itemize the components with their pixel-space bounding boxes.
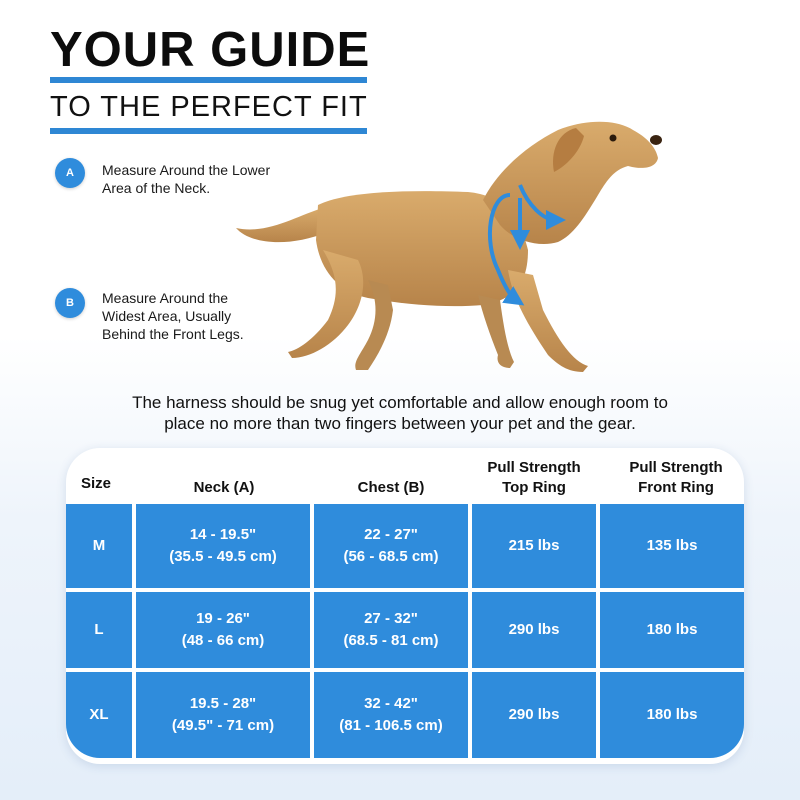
cell-top-ring bbox=[472, 504, 596, 588]
cell-top-ring-text: 290 lbs bbox=[508, 706, 560, 723]
cell-front-ring-text: 135 lbs bbox=[646, 537, 698, 554]
cell-size bbox=[66, 672, 132, 758]
page-title: YOUR GUIDE bbox=[50, 23, 371, 77]
cell-neck bbox=[136, 504, 310, 588]
header-chest: Chest (B) bbox=[357, 479, 425, 496]
instruction-b-line: Measure Around the bbox=[102, 290, 229, 306]
cell-front-ring bbox=[600, 672, 744, 758]
cell-neck-cm: (48 - 66 cm) bbox=[181, 632, 265, 649]
cell-neck-in: 19 - 26" bbox=[196, 610, 250, 627]
title-underline bbox=[50, 77, 367, 83]
dog-nose bbox=[650, 135, 662, 145]
dog-front-leg bbox=[508, 270, 588, 372]
header-top-ring-line: Top Ring bbox=[502, 479, 566, 496]
dog-eye bbox=[610, 135, 617, 142]
size-table bbox=[66, 448, 744, 764]
cell-chest-in: 22 - 27" bbox=[364, 526, 418, 543]
cell-top-ring-text: 290 lbs bbox=[508, 621, 560, 638]
cell-chest bbox=[314, 672, 468, 758]
fit-note-line: place no more than two fingers between your pet and the gear. bbox=[164, 414, 636, 433]
fit-note-line: The harness should be snug yet comfortable and allow enough room to bbox=[132, 393, 668, 412]
instruction-b-line: Behind the Front Legs. bbox=[102, 326, 244, 342]
cell-neck bbox=[136, 672, 310, 758]
cell-size bbox=[66, 504, 132, 588]
cell-neck-cm: (35.5 - 49.5 cm) bbox=[169, 548, 277, 565]
cell-chest-cm: (68.5 - 81 cm) bbox=[343, 632, 439, 649]
cell-size-text: XL bbox=[89, 706, 109, 723]
header-size: Size bbox=[80, 475, 111, 492]
instruction-b-line: Widest Area, Usually bbox=[102, 308, 232, 324]
cell-front-ring bbox=[600, 592, 744, 668]
header-front-ring-line: Front Ring bbox=[638, 479, 714, 496]
cell-neck bbox=[136, 592, 310, 668]
cell-top-ring bbox=[472, 592, 596, 668]
cell-front-ring bbox=[600, 504, 744, 588]
cell-neck-in: 14 - 19.5" bbox=[189, 526, 257, 543]
instruction-a-line: Measure Around the Lower bbox=[102, 162, 271, 178]
dog-illustration bbox=[228, 100, 668, 385]
header-front-ring-line: Pull Strength bbox=[629, 459, 723, 476]
cell-size bbox=[66, 592, 132, 668]
instruction-b bbox=[102, 289, 244, 343]
header-top-ring-line: Pull Strength bbox=[487, 459, 581, 476]
cell-chest-cm: (81 - 106.5 cm) bbox=[339, 717, 443, 734]
cell-neck-in: 19.5 - 28" bbox=[189, 695, 257, 712]
cell-chest-in: 27 - 32" bbox=[364, 610, 418, 627]
dog-front-leg bbox=[478, 295, 514, 368]
cell-top-ring-text: 215 lbs bbox=[508, 537, 560, 554]
header-top-ring bbox=[472, 458, 596, 498]
cell-chest-cm: (56 - 68.5 cm) bbox=[343, 548, 439, 565]
header-neck: Neck (A) bbox=[193, 479, 255, 496]
dog-tail bbox=[236, 208, 328, 242]
cell-front-ring-text: 180 lbs bbox=[646, 706, 698, 723]
cell-top-ring bbox=[472, 672, 596, 758]
instruction-a-line: Area of the Neck. bbox=[102, 180, 211, 196]
cell-chest bbox=[314, 504, 468, 588]
fit-note bbox=[0, 392, 800, 434]
header-front-ring bbox=[600, 458, 752, 498]
page-subtitle: TO THE PERFECT FIT bbox=[50, 91, 368, 123]
marker-b-badge: B bbox=[55, 288, 85, 318]
cell-size-text: M bbox=[92, 537, 106, 554]
cell-neck-cm: (49.5" - 71 cm) bbox=[171, 717, 275, 734]
cell-front-ring-text: 180 lbs bbox=[646, 621, 698, 638]
cell-chest-in: 32 - 42" bbox=[364, 695, 418, 712]
cell-chest bbox=[314, 592, 468, 668]
marker-a-badge: A bbox=[55, 158, 85, 188]
cell-size-text: L bbox=[94, 621, 104, 638]
